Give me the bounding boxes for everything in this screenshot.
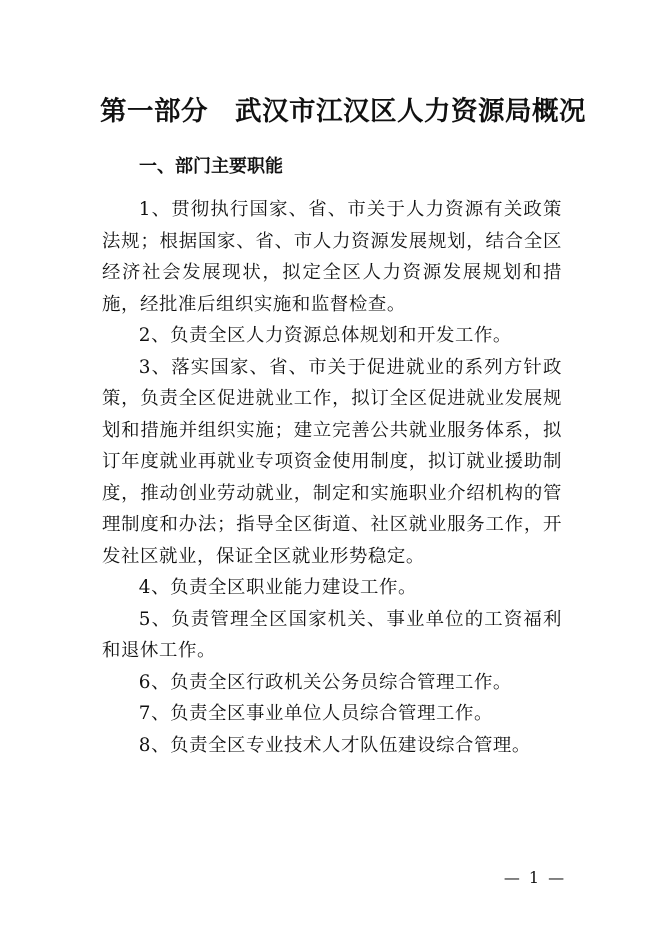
- paragraph-3: 3、落实国家、省、市关于促进就业的系列方针政策，负责全区促进就业工作，拟订全区促进就业发展规划和措施并组织实施；建立完善公共就业服务体系，拟订年度就业再就业专项资金使用制度，拟订就业援助制度，推动创业劳动就业，制定和实施职业介绍机构的管理制度和办法；指导全区街道、社区就业服务工作，开发社区就业，保证全区就业形势稳定。: [102, 356, 562, 567]
- page-number: — 1 —: [503, 868, 567, 887]
- paragraph-5: 5、负责管理全区国家机关、事业单位的工资福利和退休工作。: [102, 608, 562, 661]
- document-body: [102, 194, 562, 761]
- document-title: 第一部分 武汉市江汉区人力资源局概况: [100, 96, 586, 127]
- section-heading: 一、部门主要职能: [139, 156, 283, 177]
- paragraph-6: 6、负责全区行政机关公务员综合管理工作。: [138, 671, 512, 693]
- paragraph-4: 4、负责全区职业能力建设工作。: [138, 577, 417, 598]
- paragraph-2: 2、负责全区人力资源总体规划和开发工作。: [138, 325, 512, 346]
- paragraph-8: 8、负责全区专业技术人才队伍建设综合管理。: [138, 734, 531, 756]
- paragraph-7: 7、负责全区事业单位人员综合管理工作。: [138, 703, 493, 724]
- paragraph-1: 1、贯彻执行国家、省、市关于人力资源有关政策法规；根据国家、省、市人力资源发展规划，结合全区经济社会发展现状，拟定全区人力资源发展规划和措施，经批准后组织实施和监督检查。: [102, 199, 562, 315]
